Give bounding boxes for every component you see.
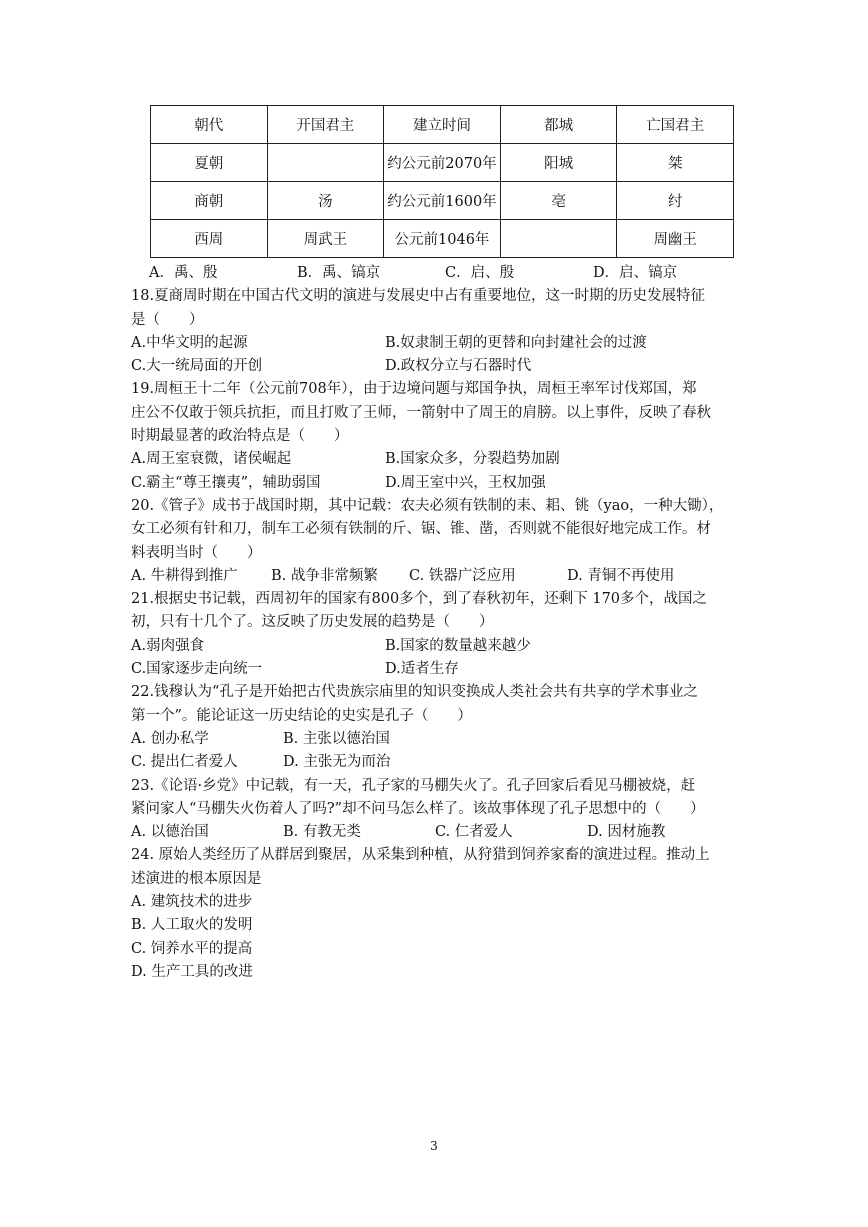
option-a: A.弱肉强食 xyxy=(131,637,205,654)
option-c: C.霸主“尊王攘夷”，辅助弱国 xyxy=(131,474,321,491)
options-row xyxy=(131,565,741,588)
options-row xyxy=(131,821,741,844)
question-text: 20.《管子》成书于战国时期，其中记载：农夫必须有铁制的耒、耜、铫（yao，一种大锄）， xyxy=(131,497,724,514)
option-c: C．启、殷 xyxy=(445,265,515,281)
option-a: A. 建筑技术的进步 xyxy=(131,894,253,911)
table-cell: 夏朝 xyxy=(151,144,268,182)
option-d: D. 青铜不再使用 xyxy=(567,567,675,584)
question-text: 是（ ） xyxy=(131,311,204,328)
table-cell: 公元前1046年 xyxy=(384,220,501,258)
option-b: B. 有教无类 xyxy=(283,824,361,841)
question-text: 24. 原始人类经历了从群居到聚居，从采集到种植，从狩猎到饲养家畜的演进过程。推动上 xyxy=(131,847,710,864)
table-header-cell: 亡国君主 xyxy=(617,106,734,144)
question-text: 19.周桓王十二年（公元前708年），由于边境问题与郑国争执，周桓王率军讨伐郑国，郑 xyxy=(131,381,697,398)
option-c: C. 提出仁者爱人 xyxy=(131,754,238,771)
table-cell: 周幽王 xyxy=(617,220,734,258)
option-a: A. 牛耕得到推广 xyxy=(131,567,238,584)
table-cell: 周武王 xyxy=(267,220,384,258)
option-b: B. 人工取火的发明 xyxy=(131,917,253,934)
table-header-cell: 建立时间 xyxy=(384,106,501,144)
option-b: B. 战争非常频繁 xyxy=(271,567,378,584)
option-d: D. 因材施教 xyxy=(587,824,666,841)
q17-options xyxy=(131,262,741,285)
question-20 xyxy=(131,495,741,588)
table-cell: 西周 xyxy=(151,220,268,258)
table-cell: 商朝 xyxy=(151,182,268,220)
option-b: B.奴隶制王朝的更替和向封建社会的过渡 xyxy=(385,334,647,351)
table-header-cell: 开国君主 xyxy=(267,106,384,144)
option-d: D.适者生存 xyxy=(385,661,459,678)
options-row xyxy=(131,332,741,355)
question-text: 紧问家人“马棚失火伤着人了吗?”却不问马怎么样了。该故事体现了孔子思想中的（ ） xyxy=(131,800,705,817)
question-text: 23.《论语·乡党》中记载，有一天，孔子家的马棚失火了。孔子回家后看见马棚被烧，赶 xyxy=(131,777,696,794)
option-a: A. 以德治国 xyxy=(131,824,209,841)
options-row xyxy=(131,355,741,378)
table-cell: 阳城 xyxy=(500,144,617,182)
table-row xyxy=(151,220,734,258)
options-row xyxy=(131,751,741,774)
table-cell: 桀 xyxy=(617,144,734,182)
option-b: B.国家众多，分裂趋势加剧 xyxy=(385,451,560,468)
question-18 xyxy=(131,285,741,378)
option-d: D. 主张无为而治 xyxy=(283,754,391,771)
dynasty-table xyxy=(150,105,734,258)
question-text: 庄公不仅敢于领兵抗拒，而且打败了王师，一箭射中了周王的肩膀。以上事件，反映了春秋 xyxy=(131,404,711,421)
question-text: 料表明当时（ ） xyxy=(131,544,262,561)
option-c: C. 仁者爱人 xyxy=(435,824,513,841)
options-row xyxy=(131,658,741,681)
question-24 xyxy=(131,844,741,984)
option-c: C.国家逐步走向统一 xyxy=(131,661,263,678)
option-a: A. 创办私学 xyxy=(131,730,209,747)
table-cell: 约公元前2070年 xyxy=(384,144,501,182)
question-23 xyxy=(131,775,741,845)
table-header-cell: 都城 xyxy=(500,106,617,144)
options-row xyxy=(131,728,741,751)
option-b: B.国家的数量越来越少 xyxy=(385,637,531,654)
option-c: C. 饲养水平的提高 xyxy=(131,940,253,957)
page-number: 3 xyxy=(430,1139,438,1153)
question-text: 22.钱穆认为“孔子是开始把古代贵族宗庙里的知识变换成人类社会共有共享的学术事业之 xyxy=(131,684,698,701)
table-header-row xyxy=(151,106,734,144)
question-19 xyxy=(131,378,741,494)
question-text: 18.夏商周时期在中国古代文明的演进与发展史中占有重要地位，这一时期的历史发展特征 xyxy=(131,288,706,305)
option-a: A.中华文明的起源 xyxy=(131,334,248,351)
question-text: 初，只有十几个了。这反映了历史发展的趋势是（ ） xyxy=(131,614,494,631)
options-row xyxy=(131,635,741,658)
option-c: C. 铁器广泛应用 xyxy=(409,567,516,584)
table-cell: 纣 xyxy=(617,182,734,220)
option-b: B. 主张以德治国 xyxy=(283,730,390,747)
table-cell: 约公元前1600年 xyxy=(384,182,501,220)
table-cell xyxy=(500,220,617,258)
question-22 xyxy=(131,681,741,774)
question-text: 时期最显著的政治特点是（ ） xyxy=(131,428,349,445)
question-text: 21.根据史书记载，西周初年的国家有800多个，到了春秋初年，还剩下 170多个，战国之 xyxy=(131,591,708,608)
options-row xyxy=(131,448,741,471)
question-text: 女工必须有针和刀，制车工必须有铁制的斤、锯、锥、凿，否则就不能很好地完成工作。材 xyxy=(131,521,711,538)
question-21 xyxy=(131,588,741,681)
option-d: D.周王室中兴，王权加强 xyxy=(385,474,546,491)
option-c: C.大一统局面的开创 xyxy=(131,358,263,375)
option-a: A.周王室衰微，诸侯崛起 xyxy=(131,451,292,468)
option-b: B．禹、镐京 xyxy=(297,265,381,281)
question-text: 第一个”。能论证这一历史结论的史实是孔子（ ） xyxy=(131,707,472,724)
option-d: D.政权分立与石器时代 xyxy=(385,358,532,375)
table-row xyxy=(151,182,734,220)
option-a: A．禹、殷 xyxy=(149,265,218,281)
table-cell xyxy=(267,144,384,182)
table-row xyxy=(151,144,734,182)
option-d: D．启、镐京 xyxy=(593,265,678,281)
table-cell: 汤 xyxy=(267,182,384,220)
table-header-cell: 朝代 xyxy=(151,106,268,144)
questions-block xyxy=(131,262,741,984)
option-d: D. 生产工具的改进 xyxy=(131,963,253,980)
options-row xyxy=(131,472,741,495)
table-cell: 亳 xyxy=(500,182,617,220)
question-text: 述演进的根本原因是 xyxy=(131,870,262,887)
